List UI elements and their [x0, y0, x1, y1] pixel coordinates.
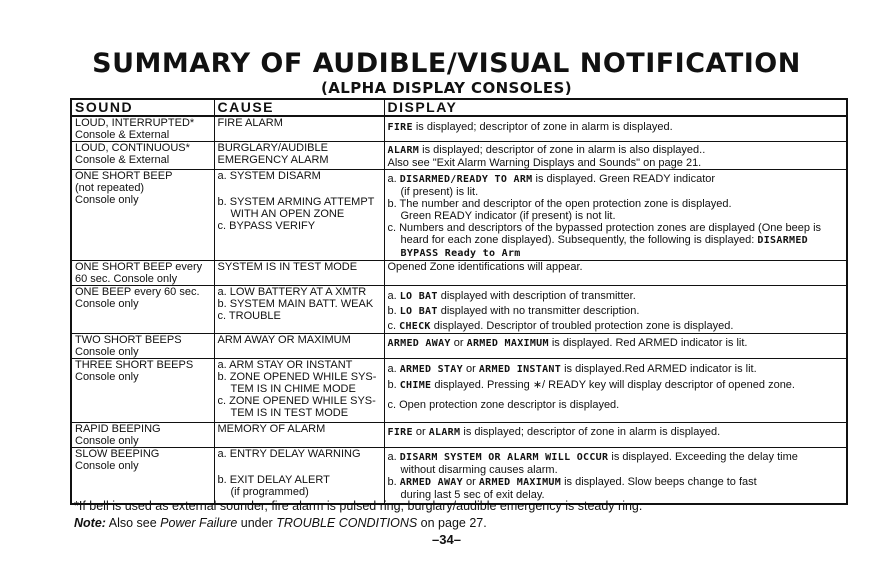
cause-line: a. ENTRY DELAY WARNING	[217, 448, 361, 460]
sound-line: TWO SHORT BEEPS	[75, 334, 182, 346]
display-keyword: DISARM SYSTEM OR ALARM WILL OCCUR	[399, 452, 609, 463]
display-keyword: LO BAT	[399, 291, 438, 302]
display-text: is displayed; descriptor of zone in alarm is also displayed..	[419, 144, 706, 156]
notification-table	[70, 98, 848, 505]
display-text: is displayed.Red ARMED indicator is lit.	[561, 363, 757, 375]
display-text: is displayed; descriptor of zone in alarm is displayed.	[412, 121, 673, 133]
sound-cell	[71, 261, 214, 286]
display-keyword: LO BAT	[399, 306, 438, 317]
cause-cell	[214, 334, 384, 359]
display-keyword: ARMED MAXIMUM	[478, 477, 562, 488]
display-text: a.	[387, 363, 400, 375]
sound-line: ONE BEEP every 60 sec.	[75, 286, 200, 298]
footnote: *If bell is used as external sounder, fire alarm is pulsed ring; burglary/audible emergency is steady ring.	[74, 499, 643, 513]
display-text: or	[462, 476, 479, 488]
cause-line: (if programmed)	[230, 486, 309, 498]
page-number: –34–	[432, 532, 461, 547]
table-row	[71, 116, 847, 142]
sound-line: LOUD, INTERRUPTED*	[75, 117, 195, 129]
cause-line: a. ARM STAY OR INSTANT	[217, 359, 353, 371]
cause-line: BURGLARY/AUDIBLE	[217, 142, 328, 154]
note-label: Note:	[74, 516, 106, 530]
display-text: is displayed. Slow beeps change to fast	[561, 476, 757, 488]
header-sound: SOUND	[71, 99, 214, 116]
display-cell	[384, 170, 847, 261]
sound-line: Console only	[75, 460, 139, 472]
table-row	[71, 359, 847, 423]
cause-line: ARM AWAY OR MAXIMUM	[217, 334, 351, 346]
display-cell	[384, 116, 847, 142]
display-text: without disarming causes alarm.	[400, 464, 558, 476]
display-text: c.	[387, 320, 400, 332]
cause-cell	[214, 170, 384, 261]
table-header-row	[71, 99, 847, 116]
display-keyword: ARMED AWAY	[387, 338, 451, 349]
display-text: b. The number and descriptor of the open protection zone is displayed.	[387, 198, 732, 210]
sound-line: Console & External	[75, 129, 170, 141]
display-text: or	[450, 337, 467, 349]
display-text: a.	[387, 451, 400, 463]
page-title: SUMMARY OF AUDIBLE/VISUAL NOTIFICATION	[92, 48, 801, 79]
cause-line: b. SYSTEM MAIN BATT. WEAK	[217, 298, 374, 310]
cause-line: a. SYSTEM DISARM	[217, 170, 321, 182]
display-keyword: ARMED STAY	[399, 364, 463, 375]
sound-line: SLOW BEEPING	[75, 448, 160, 460]
cause-line: c. BYPASS VERIFY	[217, 220, 316, 232]
display-text: displayed with description of transmitter.	[437, 290, 636, 302]
sound-line: Console only	[75, 346, 139, 358]
cause-line: a. LOW BATTERY AT A XMTR	[217, 286, 367, 298]
sound-cell	[71, 142, 214, 170]
display-keyword: ALARM	[387, 145, 420, 156]
display-text: or	[462, 363, 479, 375]
table-row	[71, 286, 847, 334]
display-text: Green READY indicator (if present) is not lit.	[400, 210, 616, 222]
table-row	[71, 170, 847, 261]
display-text: displayed with no transmitter description.	[437, 305, 640, 317]
display-cell	[384, 423, 847, 448]
display-keyword: FIRE	[387, 122, 413, 133]
cause-line: c. TROUBLE	[217, 310, 281, 322]
sound-line: ONE SHORT BEEP every	[75, 261, 203, 273]
sound-line: (not repeated)	[75, 182, 145, 194]
display-text: Also see "Exit Alarm Warning Displays and Sounds" on page 21.	[387, 157, 702, 169]
sound-line: LOUD, CONTINUOUS*	[75, 142, 190, 154]
sound-line: Console only	[75, 298, 139, 310]
display-cell	[384, 359, 847, 423]
note-text: Also see	[105, 516, 161, 530]
display-text: Opened Zone identifications will appear.	[387, 261, 583, 273]
sound-line: Console & External	[75, 154, 170, 166]
display-text: is displayed. Red ARMED indicator is lit.	[548, 337, 748, 349]
cause-line: SYSTEM IS IN TEST MODE	[217, 261, 358, 273]
cause-cell	[214, 423, 384, 448]
note-text: under	[237, 516, 277, 530]
display-text: a.	[387, 173, 400, 185]
display-text: or	[412, 426, 429, 438]
cause-line: FIRE ALARM	[217, 117, 283, 129]
note-italic: Power Failure	[160, 516, 238, 530]
sound-cell	[71, 334, 214, 359]
display-text: is displayed; descriptor of zone in alarm is displayed.	[460, 426, 721, 438]
cause-line: WITH AN OPEN ZONE	[230, 208, 345, 220]
cause-line: TEM IS IN TEST MODE	[230, 407, 349, 419]
display-keyword: ALARM	[428, 427, 461, 438]
display-cell	[384, 142, 847, 170]
display-keyword: CHIME	[399, 380, 432, 391]
display-text: during last 5 sec of exit delay.	[400, 489, 545, 501]
display-keyword: BYPASS Ready to Arm	[400, 248, 521, 259]
display-keyword: ARMED MAXIMUM	[466, 338, 549, 349]
display-keyword: FIRE	[387, 427, 413, 438]
sound-cell	[71, 286, 214, 334]
sound-cell	[71, 116, 214, 142]
page-subtitle: (ALPHA DISPLAY CONSOLES)	[321, 79, 572, 97]
cause-cell	[214, 261, 384, 286]
cause-line: b. SYSTEM ARMING ATTEMPT	[217, 196, 375, 208]
sound-line: Console only	[75, 371, 139, 383]
sound-line: Console only	[75, 194, 139, 206]
display-text: c. Numbers and descriptors of the bypassed protection zones are displayed (One beep is	[387, 222, 822, 234]
table-row	[71, 423, 847, 448]
sound-line: ONE SHORT BEEP	[75, 170, 173, 182]
table-row	[71, 261, 847, 286]
header-display: DISPLAY	[384, 99, 847, 116]
display-text: a.	[387, 290, 400, 302]
cause-line: b. ZONE OPENED WHILE SYS-	[217, 371, 377, 383]
sound-cell	[71, 170, 214, 261]
note-text: on page 27.	[417, 516, 487, 530]
display-keyword: ARMED INSTANT	[478, 364, 562, 375]
display-keyword: DISARMED	[757, 235, 808, 246]
cause-cell	[214, 286, 384, 334]
display-text: b.	[387, 476, 400, 488]
display-keyword: ARMED AWAY	[399, 477, 463, 488]
table-row	[71, 334, 847, 359]
display-cell	[384, 261, 847, 286]
display-cell	[384, 448, 847, 504]
sound-cell	[71, 423, 214, 448]
cause-cell	[214, 359, 384, 423]
sound-line: 60 sec. Console only	[75, 273, 178, 285]
sound-line: THREE SHORT BEEPS	[75, 359, 194, 371]
display-cell	[384, 334, 847, 359]
sound-cell	[71, 359, 214, 423]
display-text: displayed. Pressing ∗/ READY key will display descriptor of opened zone.	[431, 379, 795, 391]
sound-cell	[71, 448, 214, 504]
display-text: is displayed. Exceeding the delay time	[608, 451, 798, 463]
cause-cell	[214, 116, 384, 142]
cause-line: MEMORY OF ALARM	[217, 423, 326, 435]
header-cause: CAUSE	[214, 99, 384, 116]
cause-line: EMERGENCY ALARM	[217, 154, 329, 166]
cause-cell	[214, 448, 384, 504]
display-text: (if present) is lit.	[400, 186, 479, 198]
sound-line: Console only	[75, 435, 139, 447]
display-text: b.	[387, 305, 400, 317]
cause-line: b. EXIT DELAY ALERT	[217, 474, 330, 486]
display-keyword: DISARMED/READY TO ARM	[399, 174, 533, 185]
cause-line: TEM IS IN CHIME MODE	[230, 383, 356, 395]
display-text: is displayed. Green READY indicator	[532, 173, 716, 185]
display-text: c. Open protection zone descriptor is displayed.	[387, 399, 620, 411]
table-row	[71, 448, 847, 504]
display-text: displayed. Descriptor of troubled protection zone is displayed.	[430, 320, 734, 332]
cause-line: c. ZONE OPENED WHILE SYS-	[217, 395, 376, 407]
display-keyword: CHECK	[399, 321, 431, 332]
display-text: b.	[387, 379, 400, 391]
table-row	[71, 142, 847, 170]
note-italic: TROUBLE CONDITIONS	[276, 516, 418, 530]
sound-line: RAPID BEEPING	[75, 423, 161, 435]
cause-cell	[214, 142, 384, 170]
note	[74, 516, 487, 530]
display-text: heard for each zone displayed). Subsequently, the following is displayed:	[400, 234, 758, 246]
display-cell	[384, 286, 847, 334]
